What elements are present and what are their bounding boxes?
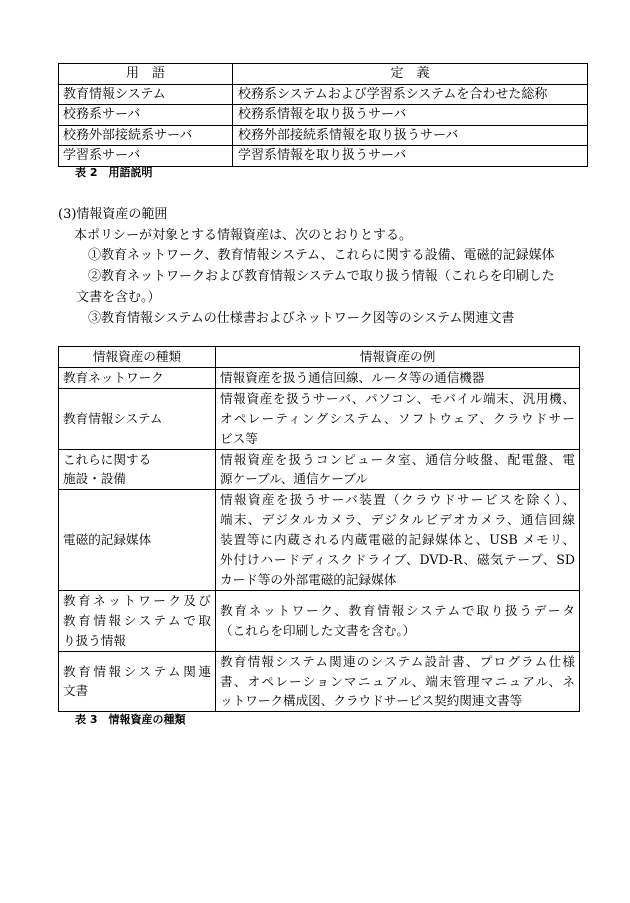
table-row (59, 125, 588, 146)
section-intro: 本ポリシーが対象とする情報資産は、次のとおりとする。 (74, 227, 413, 243)
term-cell: 学習系サーバ (59, 146, 233, 167)
column-header-asset-examples: 情報資産の例 (216, 347, 580, 368)
assets-table (58, 346, 580, 712)
term-cell: 校務系サーバ (59, 105, 233, 126)
asset-examples-line: 情報資産を扱う通信回線、ルータ等の通信機器 (220, 369, 485, 385)
table-row (59, 651, 580, 712)
list-item: ③教育情報システムの仕様書およびネットワーク図等のシステム関連文書 (88, 310, 515, 326)
assets-table-body (59, 367, 580, 711)
table-header-row (59, 347, 580, 368)
table-row (59, 367, 580, 388)
table-row (59, 105, 588, 126)
asset-examples-line: 情報資産を扱うコンピュータ室、通信分岐盤、配電盤、電 (220, 451, 575, 467)
asset-type-line: 教育情報システム (63, 410, 163, 426)
list-item-continuation: 文書を含む。） (76, 289, 161, 305)
terms-table-body (59, 84, 588, 166)
asset-type-cell (59, 367, 216, 388)
asset-examples-line: 端末、デジタルカメラ、デジタルビデオカメラ、通信回線 (220, 512, 575, 528)
asset-type-line: 施設・設備 (63, 471, 126, 487)
definition-cell: 校務外部接続系情報を取り扱うサーバ (233, 125, 588, 146)
asset-scope-section (58, 205, 598, 329)
asset-type-line: 教育ネットワーク及び (63, 592, 211, 608)
table-row (59, 146, 588, 167)
asset-type-line: 教育情報システムで取 (63, 612, 211, 628)
asset-examples-line: 教育ネットワーク、教育情報システムで取り扱うデータ (220, 602, 575, 618)
table-row (59, 84, 588, 105)
asset-examples-cell (216, 388, 580, 449)
asset-examples-line: 書、オペレーションマニュアル、端末管理マニュアル、ネ (220, 673, 575, 689)
asset-examples-line: 情報資産を扱うサーバ、パソコン、モバイル端末、汎用機、 (220, 390, 575, 406)
asset-type-line: 電磁的記録媒体 (63, 532, 152, 548)
list-item: ①教育ネットワーク、教育情報システム、これらに関する設備、電磁的記録媒体 (88, 248, 555, 264)
asset-examples-cell (216, 651, 580, 712)
asset-examples-line: 教育情報システム関連のシステム設計書、プログラム仕様 (220, 653, 575, 669)
asset-type-line: り扱う情報 (63, 632, 126, 648)
definition-cell: 校務系情報を取り扱うサーバ (233, 105, 588, 126)
assets-table-head (59, 347, 580, 368)
column-header-term: 用 語 (59, 64, 233, 85)
asset-type-cell (59, 449, 216, 490)
asset-type-cell (59, 490, 216, 591)
asset-examples-line: 外付けハードディスクドライブ、DVD-R、磁気テープ、SD (220, 552, 575, 568)
terms-table (58, 63, 588, 167)
asset-examples-cell (216, 590, 580, 651)
table-row (59, 490, 580, 591)
asset-examples-cell (216, 449, 580, 490)
assets-table-caption: 表 3 情報資産の種類 (75, 713, 186, 726)
table-row (59, 388, 580, 449)
asset-examples-cell (216, 490, 580, 591)
asset-examples-line: 装置等に内蔵される内蔵電磁的記録媒体と、USB メモリ、 (220, 532, 575, 548)
section-heading: (3)情報資産の範囲 (58, 207, 168, 222)
asset-examples-line: 情報資産を扱うサーバ装置（クラウドサービスを除く）、 (220, 492, 575, 508)
table-row (59, 449, 580, 490)
term-cell: 校務外部接続系サーバ (59, 125, 233, 146)
asset-type-line: 文書 (63, 683, 89, 699)
asset-examples-line: ットワーク構成図、クラウドサービス契約関連文書等 (220, 693, 523, 709)
table-row (59, 590, 580, 651)
definition-cell: 学習系情報を取り扱うサーバ (233, 146, 588, 167)
terms-table-head (59, 64, 588, 85)
asset-examples-line: 源ケーブル、通信ケーブル (220, 471, 368, 487)
asset-examples-line: カード等の外部電磁的記録媒体 (220, 571, 397, 587)
asset-examples-line: （これらを印刷した文書を含む。） (220, 622, 416, 638)
terms-table-caption: 表 2 用語説明 (75, 166, 153, 179)
asset-examples-line: ビス等 (220, 430, 258, 446)
term-cell: 教育情報システム (59, 84, 233, 105)
column-header-asset-type: 情報資産の種類 (59, 347, 216, 368)
definition-cell: 校務系システムおよび学習系システムを合わせた総称 (233, 84, 588, 105)
asset-type-line: 教育ネットワーク (63, 369, 164, 385)
column-header-definition: 定 義 (233, 64, 588, 85)
asset-type-cell (59, 590, 216, 651)
asset-type-cell (59, 388, 216, 449)
asset-type-line: これらに関する (63, 451, 152, 467)
asset-type-cell (59, 651, 216, 712)
asset-examples-line: オペレーティングシステム、ソフトウェア、クラウドサー (220, 410, 575, 426)
asset-type-line: 教育情報システム関連 (63, 663, 211, 679)
list-item: ②教育ネットワークおよび教育情報システムで取り扱う情報（これらを印刷した (88, 269, 555, 285)
asset-examples-cell (216, 367, 580, 388)
table-header-row (59, 64, 588, 85)
